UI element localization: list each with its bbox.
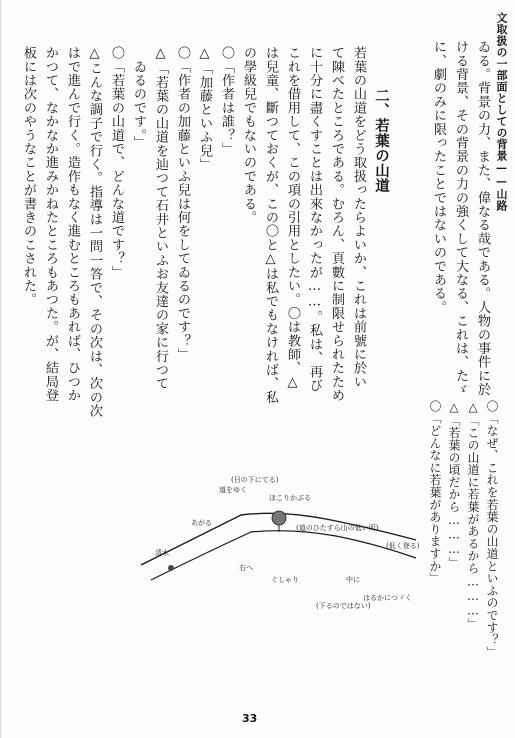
text-column: ゐる。背景の力、また、偉なる哉である。人物の事件に於 <box>475 40 490 397</box>
sketch-label: ほこりかぶる <box>269 494 311 502</box>
sketch-label: 中に <box>346 576 360 584</box>
road-line-lower <box>151 531 416 580</box>
sketch-label: (道のひたすら山の低い所) <box>296 524 379 532</box>
dialogue-line: 板には次のやうなことが書きのこされた。 <box>21 46 36 307</box>
text-column: の學級兒でもないのである。 <box>241 46 256 225</box>
sketch-label: はるかにつゞく <box>363 594 412 602</box>
sketch-label: あがる <box>191 519 212 527</box>
dialogue-line: △「この山道に若葉があるから………」 <box>466 400 480 631</box>
running-head: 文取扱の一部面としての背景——山路 <box>495 12 508 212</box>
text-column: て陳べたところである。むろん、頁數に制限せられたため <box>329 46 344 403</box>
sketch-label: ぐしゃり <box>271 576 299 584</box>
sketch-label: 道をゆく <box>219 486 247 494</box>
text-column: に十分に盡くすことは出來なかったが……。私は、再び <box>307 46 322 393</box>
sketch-label: (下るのではない) <box>316 602 371 610</box>
text-column: に、劇のみに限ったことではないのである。 <box>431 40 446 314</box>
dialogue-line: △「若葉の山道を辿つて石井といふお友達の家に行つて <box>153 46 168 391</box>
dialogue-line: 〇「作者の加藤といふ兒は何をしてゐるのです？」 <box>175 46 190 362</box>
dialogue-line: △「加藤といふ兒」 <box>197 46 212 172</box>
dialogue-line: ゐるのです。」 <box>131 46 146 149</box>
text-column: これを借用して、この項の引用としたい。〇は教師、△ <box>285 46 300 391</box>
text-column: ける背景、その背景の力の強くして大なる、これは、たゞ <box>453 40 468 397</box>
dialogue-line: はで進んで行く。造作もなく進むところもあれば、ひつか <box>65 46 80 403</box>
dialogue-line: 〇「どんなに若葉がありますか」 <box>428 400 442 585</box>
dialogue-line: 〇「若葉の山道で、どんな道です？」 <box>109 46 124 279</box>
dialogue-line: 〇「作者は誰？」 <box>219 46 234 156</box>
dialogue-line: △こんな調子で行く。指導は一問一答で、その次は、次の次 <box>87 46 102 418</box>
spring-mark <box>168 565 174 571</box>
section-title: 二、若葉の山道 <box>373 88 390 193</box>
route-sketch <box>131 470 421 620</box>
text-column: は兒童、斷つておくが、この〇と△は私でもなければ、私 <box>263 46 278 404</box>
sketch-label: 清水 <box>155 549 169 557</box>
sketch-label: 右へ <box>239 564 253 572</box>
text-column: 若葉の山道をどう取扱ったらよいか、これは前號に於い <box>351 46 366 389</box>
sketch-label: (低く登る) <box>386 542 420 550</box>
dialogue-line: かつて、なかなか進みかねたところもあつた。が、結局登 <box>43 46 58 403</box>
page-number: 33 <box>242 712 258 725</box>
dialogue-line: 〇「なぜ、これを若葉の山道といふのです？」 <box>485 400 499 659</box>
tree-icon <box>272 511 286 525</box>
dialogue-line: △「若葉の頃だから………」 <box>447 400 461 569</box>
sketch-label: (日の下にてる) <box>231 476 279 484</box>
